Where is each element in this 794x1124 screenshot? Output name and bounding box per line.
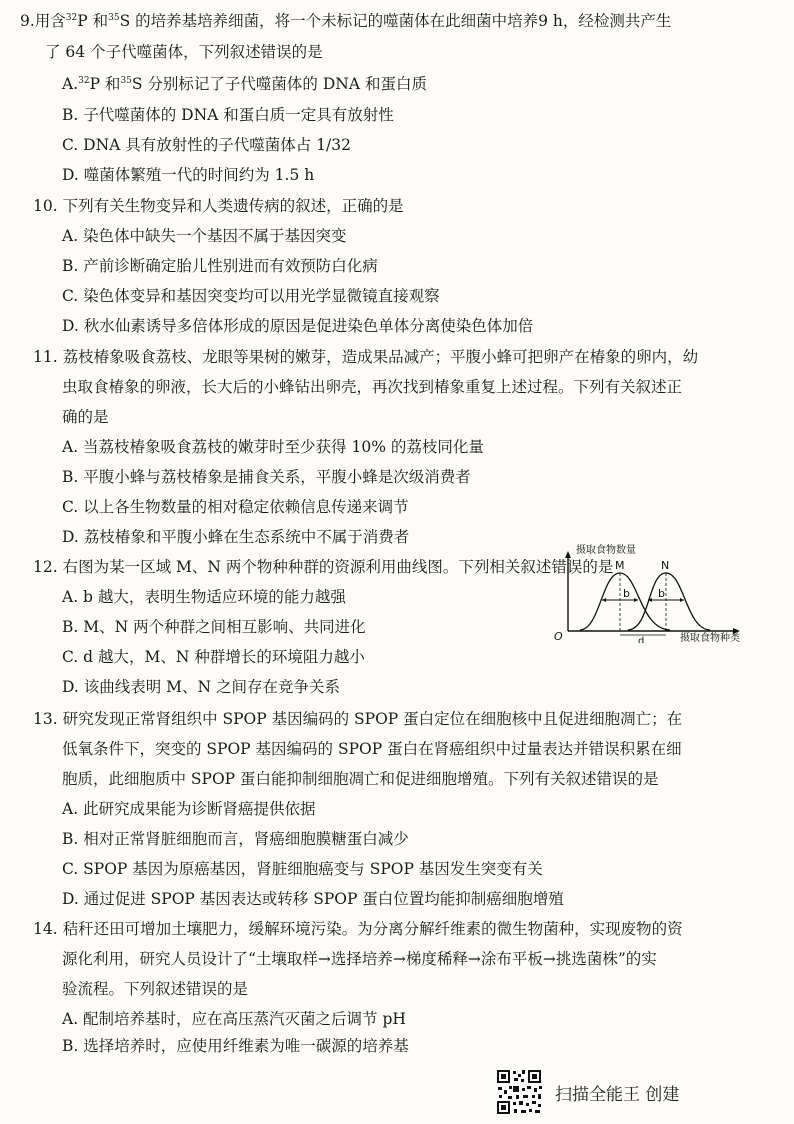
q9-option-a-mid: P 和 <box>89 75 121 93</box>
b-width-n-arrow-right <box>680 598 684 602</box>
q10-option-b: B. 产前诊断确定胎儿性别进而有效预防白化病 <box>62 257 378 275</box>
qr-code-icon <box>495 1068 543 1116</box>
label-n: N <box>661 559 670 572</box>
q10-option-d: D. 秋水仙素诱导多倍体形成的原因是促进染色单体分离使染色体加倍 <box>62 317 534 335</box>
q9-stem-post: S 的培养基培养细菌，将一个未标记的噬菌体在此细菌中培养9 h，经检测共产生 <box>119 12 672 30</box>
q11-option-d: D. 荔枝椿象和平腹小蜂在生态系统中不属于消费者 <box>62 528 410 546</box>
q9-option-a-post: S 分别标记了子代噬菌体的 DNA 和蛋白质 <box>131 75 427 93</box>
q9-stem-line2: 了 64 个子代噬菌体，下列叙述错误的是 <box>45 43 323 61</box>
q11-stem-line2: 虫取食椿象的卵液，长大后的小蜂钻出卵壳，再次找到椿象重复上述过程。下列有关叙述正 <box>62 378 683 396</box>
b-width-m-arrow-left <box>602 598 606 602</box>
q13-stem-line3: 胞质，此细胞质中 SPOP 蛋白能抑制细胞凋亡和促进细胞增殖。下列有关叙述错误的是 <box>62 770 659 788</box>
q12-stem: 12. 右图为某一区域 M、N 两个物种种群的资源利用曲线图。下列相关叙述错误的是 <box>33 558 614 576</box>
chart-origin: O <box>554 630 563 643</box>
q9-option-c: C. DNA 具有放射性的子代噬菌体占 1/32 <box>62 136 352 154</box>
q13-stem-line2: 低氧条件下，突变的 SPOP 基因编码的 SPOP 蛋白在肾癌组织中过量表达并错误积累在细 <box>62 740 682 758</box>
q13-option-b: B. 相对正常肾脏细胞而言，肾癌细胞膜糖蛋白减少 <box>62 830 409 848</box>
q12-option-c: C. d 越大，M、N 种群增长的环境阻力越小 <box>62 648 365 666</box>
q9-option-a-sup-32: 32 <box>78 76 90 86</box>
q11-option-a: A. 当荔枝椿象吸食荔枝的嫩芽时至少获得 10% 的荔枝同化量 <box>62 438 484 456</box>
q9-sup-32: 32 <box>65 13 78 23</box>
watermark-text: 扫描全能王 创建 <box>555 1085 680 1105</box>
q11-option-b: B. 平腹小蜂与荔枝椿象是捕食关系，平腹小蜂是次级消费者 <box>62 468 471 486</box>
resource-utilization-diagram <box>540 543 780 643</box>
q14-option-a: A. 配制培养基时，应在高压蒸汽灭菌之后调节 pH <box>62 1010 406 1028</box>
label-b-n: b <box>658 587 665 600</box>
b-width-m-arrow-right <box>634 598 638 602</box>
label-b-m: b <box>623 587 630 600</box>
q9-option-a-pre: A. <box>62 75 79 93</box>
q9-stem-line1 <box>20 10 671 32</box>
q13-stem-line1: 13. 研究发现正常肾组织中 SPOP 基因编码的 SPOP 蛋白定位在细胞核中且促进细胞凋亡；在 <box>33 710 683 728</box>
q13-option-d: D. 通过促进 SPOP 基因表达或转移 SPOP 蛋白位置均能抑制癌细胞增殖 <box>62 890 564 908</box>
q13-option-c: C. SPOP 基因为原癌基因，肾脏细胞癌变与 SPOP 基因发生突变有关 <box>62 860 543 878</box>
q14-stem-line1: 14. 秸秆还田可增加土壤肥力，缓解环境污染。为分离分解纤维素的微生物菌种，实现废物的资 <box>33 920 683 938</box>
curve-m <box>580 573 670 630</box>
q11-stem-line3: 确的是 <box>62 408 109 426</box>
q9-number: 9. <box>20 12 35 30</box>
scanner-watermark <box>495 1068 755 1118</box>
q12-option-a: A. b 越大，表明生物适应环境的能力越强 <box>62 588 346 606</box>
q9-stem-p: P 和 <box>77 12 109 30</box>
q9-option-b: B. 子代噬菌体的 DNA 和蛋白质一定具有放射性 <box>62 106 394 124</box>
q10-option-a: A. 染色体中缺失一个基因不属于基因突变 <box>62 227 347 245</box>
label-d: d <box>638 636 645 643</box>
chart-ylabel: 摄取食物数量 <box>576 545 636 556</box>
y-axis-arrow <box>565 551 571 558</box>
q12-option-d: D. 该曲线表明 M、N 之间存在竞争关系 <box>62 678 341 696</box>
q14-stem-line3: 验流程。下列叙述错误的是 <box>62 980 249 998</box>
label-m: M <box>615 559 625 572</box>
q14-stem-line2: 源化利用，研究人员设计了“土壤取样→选择培养→梯度稀释→涂布平板→挑选菌株”的实 <box>62 950 657 968</box>
q9-option-a-sup-35: 35 <box>120 76 132 86</box>
q9-option-d: D. 噬菌体繁殖一代的时间约为 1.5 h <box>62 166 315 184</box>
q9-option-a <box>62 73 427 95</box>
q9-sup-35: 35 <box>108 13 120 23</box>
chart-xlabel: 摄取食物种类 <box>680 633 740 643</box>
q13-option-a: A. 此研究成果能为诊断肾癌提供依据 <box>62 800 316 818</box>
q12-option-b: B. M、N 两个种群之间相互影响、共同进化 <box>62 618 366 636</box>
q11-option-c: C. 以上各生物数量的相对稳定依赖信息传递来调节 <box>62 498 409 516</box>
q11-stem-line1: 11. 荔枝椿象吸食荔枝、龙眼等果树的嫩芽，造成果品减产；平腹小蜂可把卵产在椿象的卵内，幼 <box>33 348 699 366</box>
q14-option-b: B. 选择培养时，应使用纤维素为唯一碳源的培养基 <box>62 1037 409 1055</box>
q10-option-c: C. 染色体变异和基因突变均可以用光学显微镜直接观察 <box>62 287 440 305</box>
q9-stem-pre: 用含 <box>34 12 66 30</box>
q10-stem: 10. 下列有关生物变异和人类遗传病的叙述，正确的是 <box>33 197 404 215</box>
